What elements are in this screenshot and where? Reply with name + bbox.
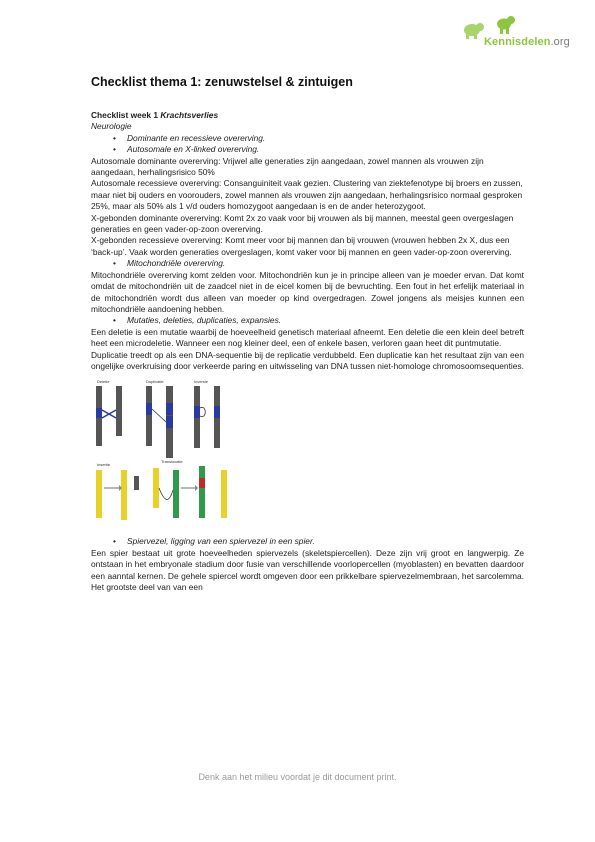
translocation-chromosomes bbox=[153, 466, 227, 518]
bullet-dominant-recessive: • Dominante en recessieve overerving. bbox=[127, 133, 524, 144]
paragraph-autosomal-recessive: Autosomale recessieve overerving: Consanguiniteit vaak gezien. Clustering van ziektefenotype bij broers en zussen, maar niet bij ouders en voorouders, zowel mannen als vrouwen zijn aangedaan, herhalingsrisico normaal gesproken 25%, maar als 50% als 1 v/d ouders homozygoot aangedaan is en de ander heterozygoot. bbox=[91, 178, 523, 212]
label-duplicatie: Duplicatie bbox=[146, 379, 164, 385]
paragraph-x-recessive: X-gebonden recessieve overerving: Komt meer voor bij mannen dan bij vrouwen (vrouwen hebben 2x X, dus een ‘back-up’. Vaak worden generaties overgeslagen, komt vaker voor bij mannen en geen vader-op-zoon overerving. bbox=[91, 235, 512, 257]
duplication-chromosomes bbox=[146, 386, 173, 458]
paragraph-deletion: Een deletie is een mutatie waarbij de hoeveelheid genetisch materiaal afneemt. Een deletie die een klein deel betreft heet een microdeletie. Wanneer een nog kleiner deel, een of enkele basen, verloren gaan heet dit puntmutatie. bbox=[91, 326, 524, 349]
document-body bbox=[91, 74, 524, 593]
week-heading: Checklist week 1 Krachtsverlies bbox=[91, 110, 219, 120]
label-inversie: Inversie bbox=[194, 379, 209, 385]
bullet-muscle-fiber: • Spiervezel, ligging van een spiervezel in een spier. bbox=[127, 536, 524, 547]
logo-text: Kennisdelen.org bbox=[484, 36, 570, 48]
bullet-list-4 bbox=[91, 536, 524, 547]
bullet-mitochondrial: • Mitochondriële overerving. bbox=[127, 258, 524, 269]
paragraph-duplication: Duplicatie treedt op als een DNA-sequentie bij de replicatie verdubbeld. Een duplicatie kan het resultaat zijn van een ongelijke overkruising door verkeerde paring en uitwisseling van DNA tussen niet-homologe chromosoomsequenties. bbox=[91, 349, 524, 371]
chromosome-mutation-figure bbox=[91, 378, 251, 528]
label-deletie: Deletie bbox=[97, 379, 110, 385]
bullet-mutations: • Mutaties, deleties, duplicaties, expansies. bbox=[127, 315, 524, 326]
footer-note: Denk aan het milieu voordat je dit document print. bbox=[198, 772, 397, 782]
paragraph-muscle: Een spier bestaat uit grote hoeveelheden spiervezels (skeletspiercellen). Deze zijn vrij groot en langwerpig. Ze ontstaan in het embryonale stadium door fusie van verschillende voorlopercellen (myoblasten) en bevatten daardoor een aanntal kernen. De gehele spiercel wordt omgeven door een prikkelbare spiervezelmembraan, het sarcolemma. Het grootste deel van van een bbox=[91, 547, 524, 592]
inversion-chromosomes bbox=[194, 386, 220, 448]
paragraph-autosomal-dominant: Autosomale dominante overerving: Vrijwel alle generaties zijn aangedaan, zowel mannen als vrouwen zijn aangedaan, herhalingsrisico 50% bbox=[91, 155, 484, 178]
bullet-list-2 bbox=[91, 258, 524, 269]
paragraph-x-dominant: X-gebonden dominante overerving: Komt 2x zo vaak voor bij vrouwen als bij mannen, meestal geen overgeslagen generaties en geen vader-op-zoon overerving. bbox=[91, 212, 514, 235]
section-heading: Neurologie bbox=[91, 121, 132, 132]
deletion-chromosomes bbox=[96, 386, 122, 446]
label-translocatie: Translocatie bbox=[161, 459, 183, 465]
page-title: Checklist thema 1: zenuwstelsel & zintuigen bbox=[91, 75, 353, 89]
bullet-list-1 bbox=[91, 133, 524, 156]
paragraph-mitochondrial: Mitochondriële overerving komt zelden voor. Mitochondriën kun je in principe alleen van je moeder ervan. Dat komt omdat de mitochondriën uit de zaadcel niet in de eicel komen bij de bevruchting. Een fout in het erfelijk materiaal in de mitochondriën wordt dus alleen van moeder op kind overgedragen. Zowel jongens als meisjes kunnen een mitochondriële aandoening hebben. bbox=[91, 269, 524, 314]
insertion-chromosomes bbox=[96, 470, 139, 520]
bullet-autosomal-xlinked: • Autosomale en X-linked overerving. bbox=[127, 144, 524, 155]
label-insertie: Insertie bbox=[97, 462, 111, 468]
bullet-list-3 bbox=[91, 315, 524, 326]
kennisdelen-logo bbox=[456, 14, 576, 58]
